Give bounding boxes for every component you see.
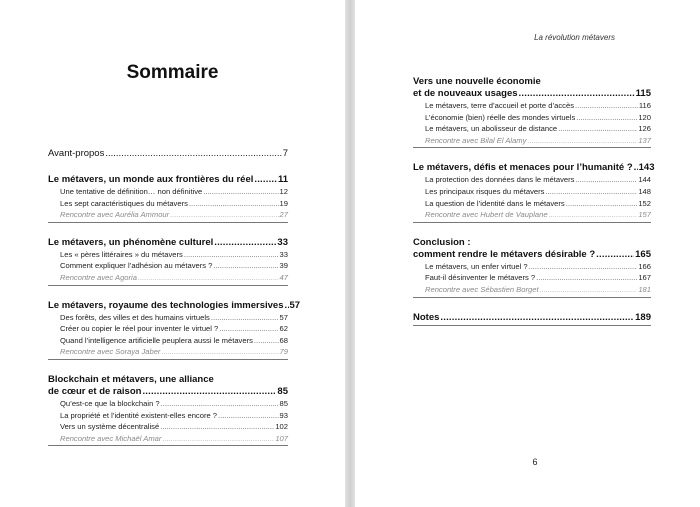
toc-subentry[interactable] xyxy=(48,260,288,272)
toc-chapter-title[interactable] xyxy=(413,88,651,100)
toc-entry-label: Rencontre avec Sébastien Borget xyxy=(425,284,539,294)
dot-leader xyxy=(576,112,637,124)
toc-entry-page: 7 xyxy=(282,148,288,159)
book-gutter xyxy=(345,0,355,507)
toc-entry-page: 33 xyxy=(279,249,288,259)
dot-leader xyxy=(138,272,279,284)
toc-entry-page: 27 xyxy=(279,210,288,220)
toc-entry-label: Vers une nouvelle économie xyxy=(413,76,541,87)
dot-leader xyxy=(189,198,279,210)
toc-interview-entry[interactable] xyxy=(48,209,288,221)
toc-entry-label: Quand l’intelligence artificielle peuplera aussi le métavers xyxy=(60,335,253,345)
toc-entry-label: Qu’est-ce que la blockchain ? xyxy=(60,398,160,408)
toc-entry-label: L’économie (bien) réelle des mondes virtuels xyxy=(425,112,576,122)
toc-chapter-title[interactable] xyxy=(48,174,288,186)
toc-entry-page: 189 xyxy=(635,311,651,323)
toc-subentry[interactable] xyxy=(413,123,651,135)
section-spacer xyxy=(413,298,651,312)
section-rule xyxy=(48,445,288,446)
dot-leader xyxy=(142,386,276,398)
toc-entry-label: Le métavers, défis et menaces pour l’humanité ? xyxy=(413,162,633,174)
toc-entry-label: Notes xyxy=(413,311,440,323)
toc-chapter-title[interactable] xyxy=(48,386,288,398)
toc-subentry[interactable] xyxy=(413,112,651,124)
toc-entry-page: 33 xyxy=(277,236,288,248)
section-spacer xyxy=(48,160,288,174)
toc-subentry[interactable] xyxy=(48,398,288,410)
toc-entry-label: Rencontre avec Hubert de Vauplane xyxy=(425,210,548,220)
toc-entry-page: 152 xyxy=(638,198,651,208)
dot-leader xyxy=(203,186,278,198)
toc-subentry[interactable] xyxy=(413,198,651,210)
toc-subentry[interactable] xyxy=(48,186,288,198)
toc-subentry[interactable] xyxy=(48,312,288,324)
toc-entry-label: Le métavers, terre d’accueil et porte d’accès xyxy=(425,101,574,110)
section-spacer xyxy=(413,148,651,162)
dot-leader xyxy=(105,148,281,160)
dot-leader xyxy=(540,284,638,296)
toc-entry-page: 115 xyxy=(635,88,651,99)
toc-subentry[interactable] xyxy=(48,198,288,210)
toc-chapter-title[interactable] xyxy=(48,374,288,386)
section-spacer xyxy=(48,223,288,237)
toc-entry-label: Les « pères littéraires » du métavers xyxy=(60,249,183,259)
toc-chapter-title[interactable] xyxy=(48,237,288,249)
page-number: 6 xyxy=(532,457,538,467)
toc-entry-avant-propos[interactable] xyxy=(48,148,288,160)
toc-subentry[interactable] xyxy=(48,323,288,335)
toc-entry-page: 181 xyxy=(638,284,651,294)
dot-leader xyxy=(170,209,278,221)
toc-section xyxy=(48,174,288,223)
dot-leader xyxy=(558,123,637,135)
toc-entry-label: Le métavers, un abolisseur de distance xyxy=(425,124,558,134)
toc-entry-page: 143 xyxy=(638,162,655,174)
page-title: Sommaire xyxy=(126,62,219,83)
toc-entry-page: 62 xyxy=(279,324,288,334)
toc-entry-label: Le métavers, un phénomène culturel xyxy=(48,236,214,248)
toc-entry-label: Le métavers, un enfer virtuel ? xyxy=(425,261,528,271)
toc-entry-label: Rencontre avec Michaël Amar xyxy=(60,433,162,443)
dot-leader xyxy=(161,398,279,410)
toc-entry-label: Rencontre avec Bilal El Alamy xyxy=(425,135,527,145)
toc-entry-page: 144 xyxy=(638,175,651,185)
toc-entry-page: 39 xyxy=(279,261,288,271)
toc-right-column xyxy=(413,76,655,326)
toc-entry-label: Blockchain et métavers, une alliance xyxy=(48,373,214,385)
dot-leader xyxy=(211,312,279,324)
toc-entry-label: Une tentative de définition… non définitive xyxy=(60,187,203,196)
toc-entry-notes[interactable] xyxy=(413,312,651,324)
toc-entry-page: 137 xyxy=(638,135,651,145)
toc-subentry[interactable] xyxy=(413,261,651,273)
toc-chapter-title[interactable] xyxy=(413,76,651,88)
toc-entry-page: 57 xyxy=(289,299,301,311)
dot-leader xyxy=(545,186,637,198)
dot-leader xyxy=(162,433,274,445)
toc-entry-label: Rencontre avec Soraya Jaber xyxy=(60,347,161,357)
section-spacer xyxy=(48,360,288,374)
toc-chapter-title[interactable] xyxy=(413,249,651,261)
toc-entry-label: Conclusion : xyxy=(413,236,471,248)
toc-entry-page: 68 xyxy=(279,335,288,345)
toc-entry-page: 11 xyxy=(277,174,288,185)
toc-subentry[interactable] xyxy=(413,186,651,198)
toc-subentry[interactable] xyxy=(48,249,288,261)
toc-entry-label: et de nouveaux usages xyxy=(413,88,518,99)
toc-interview-entry[interactable] xyxy=(413,209,651,221)
dot-leader xyxy=(161,346,278,358)
toc-subentry[interactable] xyxy=(48,421,288,433)
toc-entry-label: Vers un système décentralisé xyxy=(60,422,160,432)
dot-leader xyxy=(519,88,635,100)
toc-entry-page: 85 xyxy=(279,398,288,408)
toc-entry-label: Des forêts, des villes et des humains virtuels xyxy=(60,312,210,322)
dot-leader xyxy=(440,312,634,324)
toc-interview-entry[interactable] xyxy=(48,346,288,358)
toc-subentry[interactable] xyxy=(413,100,651,112)
toc-entry-page: 120 xyxy=(638,112,651,122)
toc-entry-page: 93 xyxy=(279,410,288,420)
dot-leader xyxy=(254,335,279,347)
toc-section xyxy=(413,76,651,148)
toc-subentry[interactable] xyxy=(413,272,651,284)
toc-entry-page: 85 xyxy=(277,385,288,397)
toc-entry-label: Rencontre avec Aurélia Ammour xyxy=(60,210,170,220)
toc-entry-page: 19 xyxy=(279,198,288,208)
dot-leader xyxy=(575,100,638,112)
toc-entry-label: La question de l’identité dans le métavers xyxy=(425,198,565,208)
dot-leader xyxy=(184,249,279,261)
toc-entry-page: 12 xyxy=(279,187,288,196)
toc-entry-label: Faut-il désinventer le métavers ? xyxy=(425,273,536,283)
dot-leader xyxy=(596,249,634,261)
section-rule xyxy=(413,325,651,326)
toc-entry-label: Rencontre avec Agoria xyxy=(60,272,137,282)
dot-leader xyxy=(575,174,637,186)
toc-section xyxy=(48,374,288,446)
toc-entry-label: Le métavers, un monde aux frontières du réel xyxy=(48,174,254,185)
toc-entry-label: Avant-propos xyxy=(48,148,105,159)
dot-leader xyxy=(529,261,638,273)
dot-leader xyxy=(160,421,274,433)
toc-entry-label: Créer ou copier le réel pour inventer le virtuel ? xyxy=(60,324,219,334)
toc-entry-page: 166 xyxy=(638,261,651,271)
toc-entry-label: Les sept caractéristiques du métavers xyxy=(60,198,188,208)
toc-entry-page: 148 xyxy=(638,186,651,196)
toc-left-column xyxy=(48,148,301,446)
toc-chapter-title[interactable] xyxy=(413,162,655,174)
dot-leader xyxy=(549,209,638,221)
running-head: La révolution métavers xyxy=(534,33,615,42)
toc-section xyxy=(48,299,301,360)
toc-section xyxy=(413,237,651,298)
toc-entry-label: La propriété et l’identité existent-elles encore ? xyxy=(60,410,218,420)
toc-entry-page: 126 xyxy=(638,124,651,134)
dot-leader xyxy=(536,272,637,284)
dot-leader xyxy=(213,260,278,272)
dot-leader xyxy=(254,174,277,186)
dot-leader xyxy=(219,323,278,335)
toc-subentry[interactable] xyxy=(48,335,288,347)
toc-entry-label: de cœur et de raison xyxy=(48,385,142,397)
toc-subentry[interactable] xyxy=(413,174,651,186)
section-spacer xyxy=(413,223,651,237)
toc-entry-label: Comment expliquer l’adhésion au métavers ? xyxy=(60,261,213,271)
toc-entry-page: 79 xyxy=(279,347,288,357)
toc-entry-page: 157 xyxy=(638,210,651,220)
toc-entry-label: La protection des données dans le métavers xyxy=(425,175,575,185)
toc-entry-page: 165 xyxy=(635,248,651,260)
toc-entry-page: 116 xyxy=(638,101,651,110)
toc-interview-entry[interactable] xyxy=(413,135,651,147)
toc-section xyxy=(413,162,655,222)
dot-leader xyxy=(566,198,638,210)
toc-entry-page: 57 xyxy=(279,312,288,322)
toc-interview-entry[interactable] xyxy=(413,284,651,296)
toc-entry-label: Les principaux risques du métavers xyxy=(425,186,545,196)
toc-interview-entry[interactable] xyxy=(48,272,288,284)
toc-interview-entry[interactable] xyxy=(48,433,288,445)
dot-leader xyxy=(218,410,279,422)
toc-entry-page: 47 xyxy=(279,272,288,282)
section-spacer xyxy=(48,286,288,300)
toc-entry-label: comment rendre le métavers désirable ? xyxy=(413,248,596,260)
toc-entry-page: 167 xyxy=(638,273,651,283)
toc-entry-page: 107 xyxy=(275,433,288,443)
dot-leader xyxy=(527,135,637,147)
toc-entry-label: Le métavers, royaume des technologies immersives xyxy=(48,299,284,311)
toc-section xyxy=(48,237,288,286)
toc-chapter-title[interactable] xyxy=(413,237,651,249)
toc-entry-page: 102 xyxy=(275,422,288,432)
toc-subentry[interactable] xyxy=(48,410,288,422)
dot-leader xyxy=(214,237,276,249)
toc-chapter-title[interactable] xyxy=(48,299,301,312)
dot-leader xyxy=(285,300,289,312)
dot-leader xyxy=(634,162,638,174)
